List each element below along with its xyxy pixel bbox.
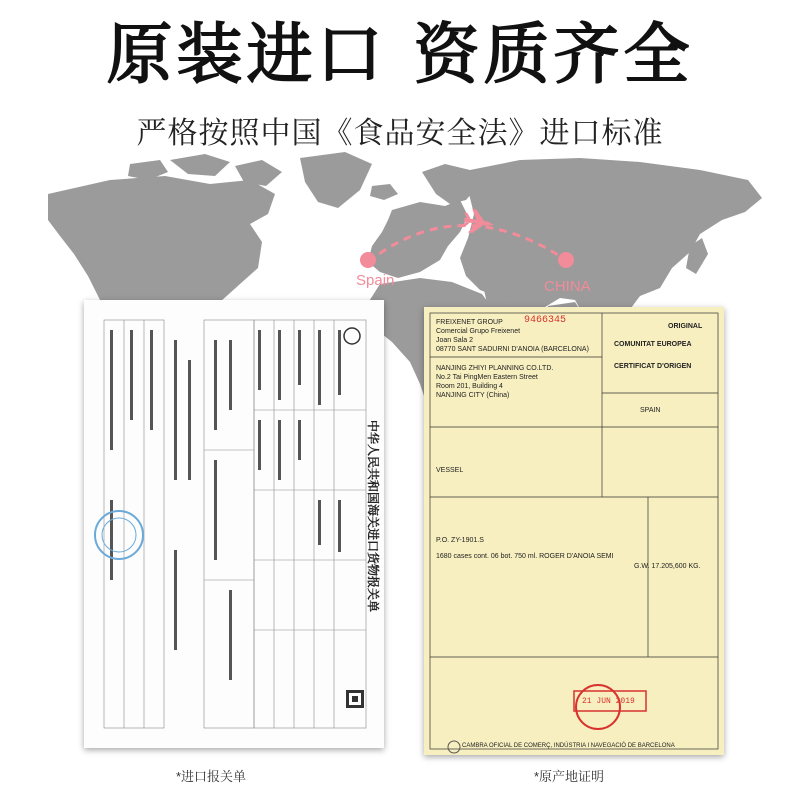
consignee-line: NANJING CITY (China): [436, 392, 510, 399]
consignee-line: NANJING ZHIYI PLANNING CO.LTD.: [436, 365, 554, 372]
gross-weight: G.W. 17.205,600 KG.: [634, 563, 701, 570]
exporter-line: FREIXENET GROUP: [436, 319, 503, 326]
page-title: 原装进口 资质齐全: [106, 16, 694, 93]
certificate-number: 9466345: [524, 315, 567, 326]
customs-declaration-document: [84, 300, 384, 748]
customs-form-heading: 中华人民共和国海关进口货物报关单: [366, 420, 380, 613]
origin-label: Spain: [356, 272, 395, 289]
certificate-caption: *原产地证明: [534, 769, 605, 784]
consignee-line: Room 201, Building 4: [436, 383, 503, 390]
consignee-line: No.2 Tai PingMen Eastern Street: [436, 374, 538, 381]
exporter-line: Joan Sala 2: [436, 337, 473, 344]
goods-line: P.O. ZY-1901.S: [436, 537, 484, 544]
stamp-date: 21 JUN 2019: [582, 697, 635, 706]
page-subtitle: 严格按照中国《食品安全法》进口标准: [136, 116, 664, 151]
chamber-name: CAMBRA OFICIAL DE COMERÇ, INDÚSTRIA I NAVEGACIÓ DE BARCELONA: [462, 743, 675, 749]
exporter-line: 08770 SANT SADURNI D'ANOIA (BARCELONA): [436, 346, 589, 353]
origin-country: SPAIN: [640, 407, 661, 414]
certificate-of-origin-document: [424, 307, 724, 755]
goods-line: 1680 cases cont. 06 bot. 750 ml. ROGER D'ANOIA SEMI: [436, 553, 614, 560]
certificate-label: CERTIFICAT D'ORIGEN: [614, 363, 692, 370]
community-label: COMUNITAT EUROPEA: [614, 341, 692, 348]
customs-form-caption: *进口报关单: [176, 769, 247, 784]
exporter-line: Comercial Grupo Freixenet: [436, 328, 521, 335]
certificate-original-label: ORIGINAL: [668, 323, 703, 330]
customs-form-grid: [84, 300, 384, 748]
transport-mode: VESSEL: [436, 467, 464, 474]
destination-label: CHINA: [544, 278, 591, 295]
